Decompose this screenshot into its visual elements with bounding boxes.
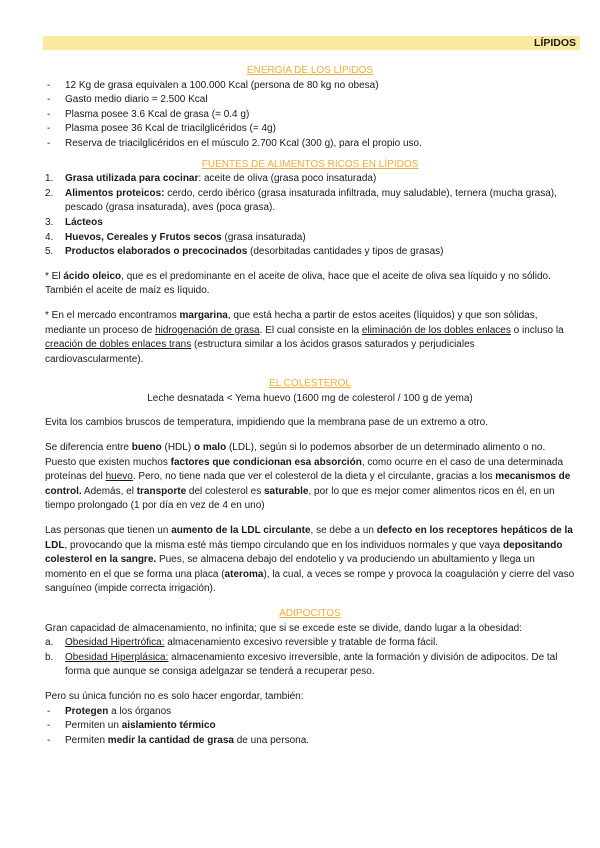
list-item: - Protegen a los órganos <box>47 705 172 717</box>
energia-list <box>45 79 575 152</box>
list-item: 3. Lácteos <box>45 216 103 228</box>
list-item: 5. Productos elaborados o precocinados (desorbitadas cantidades y tipos de grasas) <box>45 246 444 258</box>
list-item: 4. Huevos, Cereales y Frutos secos (grasa insaturada) <box>45 231 306 243</box>
list-item: b. Obesidad Hiperplásica: almacenamiento excesivo irreversible, ante la formación y división de adipocitos. De tal forma que aunque se consiga adelgazar se tenderá a recuperar peso. <box>45 651 558 678</box>
note-margarina: * En el mercado encontramos margarina, que está hecha a partir de estos aceites (líquidos) y que son sólidas, mediante un proceso de hidrogenación de grasa. El cual consiste en la eliminación de los dobles enlaces o incluso la creación de dobles enlaces trans (estructura similar a los ácidos grasos saturados y perjudiciales cardiovascularmente). <box>45 309 564 365</box>
header-bar <box>43 36 580 50</box>
section-heading-fuentes: FUENTES DE ALIMENTOS RICOS EN LÍPIDOS <box>201 158 419 170</box>
colesterol-paragraph-2: Se diferencia entre bueno (HDL) o malo (LDL), según si lo podemos absorber de un determinado alimento o no. Puesto que existen muchos factores que condicionan esa absorción, como ocurre en el caso de una determinada proteínas del huevo. Pero, no tiene nada que ver el colesterol de la dieta y el circulante, gracias a los mecanismos de control. Además, el transporte del colesterol es saturable, por lo que es mejor comer alimentos ricos en él, en un tiempo prolongado (1 por día en vez de 4 en uno) <box>45 442 571 512</box>
colesterol-paragraph-3: Las personas que tienen un aumento de la LDL circulante, se debe a un defecto en los receptores hepáticos de la LDL, provocando que la misma esté más tiempo circulando que en los individuos normales y que vaya depositando colesterol en la sangre. Pues, se almacena debajo del endotelio y va produciendo un abultamiento y llega un momento en el que se forma una placa (ateroma), la cual, a veces se rompe y provoca la coagulación y cierre del vaso sanguíneo (impide correcta irrigación). <box>45 525 575 595</box>
note-acido-oleico: * El ácido oleico, que es el predominante en el aceite de oliva, hace que el aceite de oliva sea líquido y no sólido. También el aceite de maíz es líquido. <box>45 270 551 297</box>
colesterol-paragraph-1: Evita los cambios bruscos de temperatura, impidiendo que la membrana pase de un extremo a otro. <box>45 417 489 429</box>
document-title: LÍPIDOS <box>533 37 576 49</box>
section-heading-adipocitos: ADIPOCITOS <box>279 608 341 619</box>
section-heading-colesterol: EL COLESTEROL <box>269 378 351 390</box>
list-item: - Reserva de triacilglicéridos en el músculo 2.700 Kcal (300 g), para el propio uso. <box>47 137 422 149</box>
adipocitos-outro: Pero su única función no es solo hacer engordar, también: <box>45 690 304 702</box>
list-item: - Plasma posee 3.6 Kcal de grasa (= 0.4 g) <box>47 108 250 120</box>
functions-list <box>45 705 575 749</box>
list-item: a. Obesidad Hipertrófica: almacenamiento excesivo reversible y tratable de forma fácil. <box>45 637 438 649</box>
list-item: - Permiten medir la cantidad de grasa de una persona. <box>47 734 310 746</box>
fuentes-list <box>45 172 575 260</box>
list-item: 2. Alimentos proteicos: cerdo, cerdo ibérico (grasa insaturada infiltrada, muy saludable), ternera (mucha grasa), pescado (grasa insaturada), aves (poca grasa). <box>45 187 557 214</box>
colesterol-comparison: Leche desnatada < Yema huevo (1600 mg de colesterol / 100 g de yema) <box>147 392 473 404</box>
document-body <box>45 64 575 748</box>
list-item: - 12 Kg de grasa equivalen a 100.000 Kcal (persona de 80 kg no obesa) <box>47 79 379 91</box>
obesidad-list <box>45 636 575 680</box>
list-item: - Plasma posee 36 Kcal de triacilglicéridos (= 4g) <box>47 123 276 135</box>
list-item: - Gasto medio diario = 2.500 Kcal <box>47 94 208 106</box>
list-item: - Permiten un aislamiento térmico <box>47 720 216 732</box>
adipocitos-intro: Gran capacidad de almacenamiento, no infinita; que si se excede este se divide, dando lugar a la obesidad: <box>45 622 522 634</box>
section-heading-energia: ENERGÍA DE LOS LÍPIDOS <box>246 65 374 76</box>
list-item: 1. Grasa utilizada para cocinar: aceite de oliva (grasa poco insaturada) <box>45 173 377 185</box>
